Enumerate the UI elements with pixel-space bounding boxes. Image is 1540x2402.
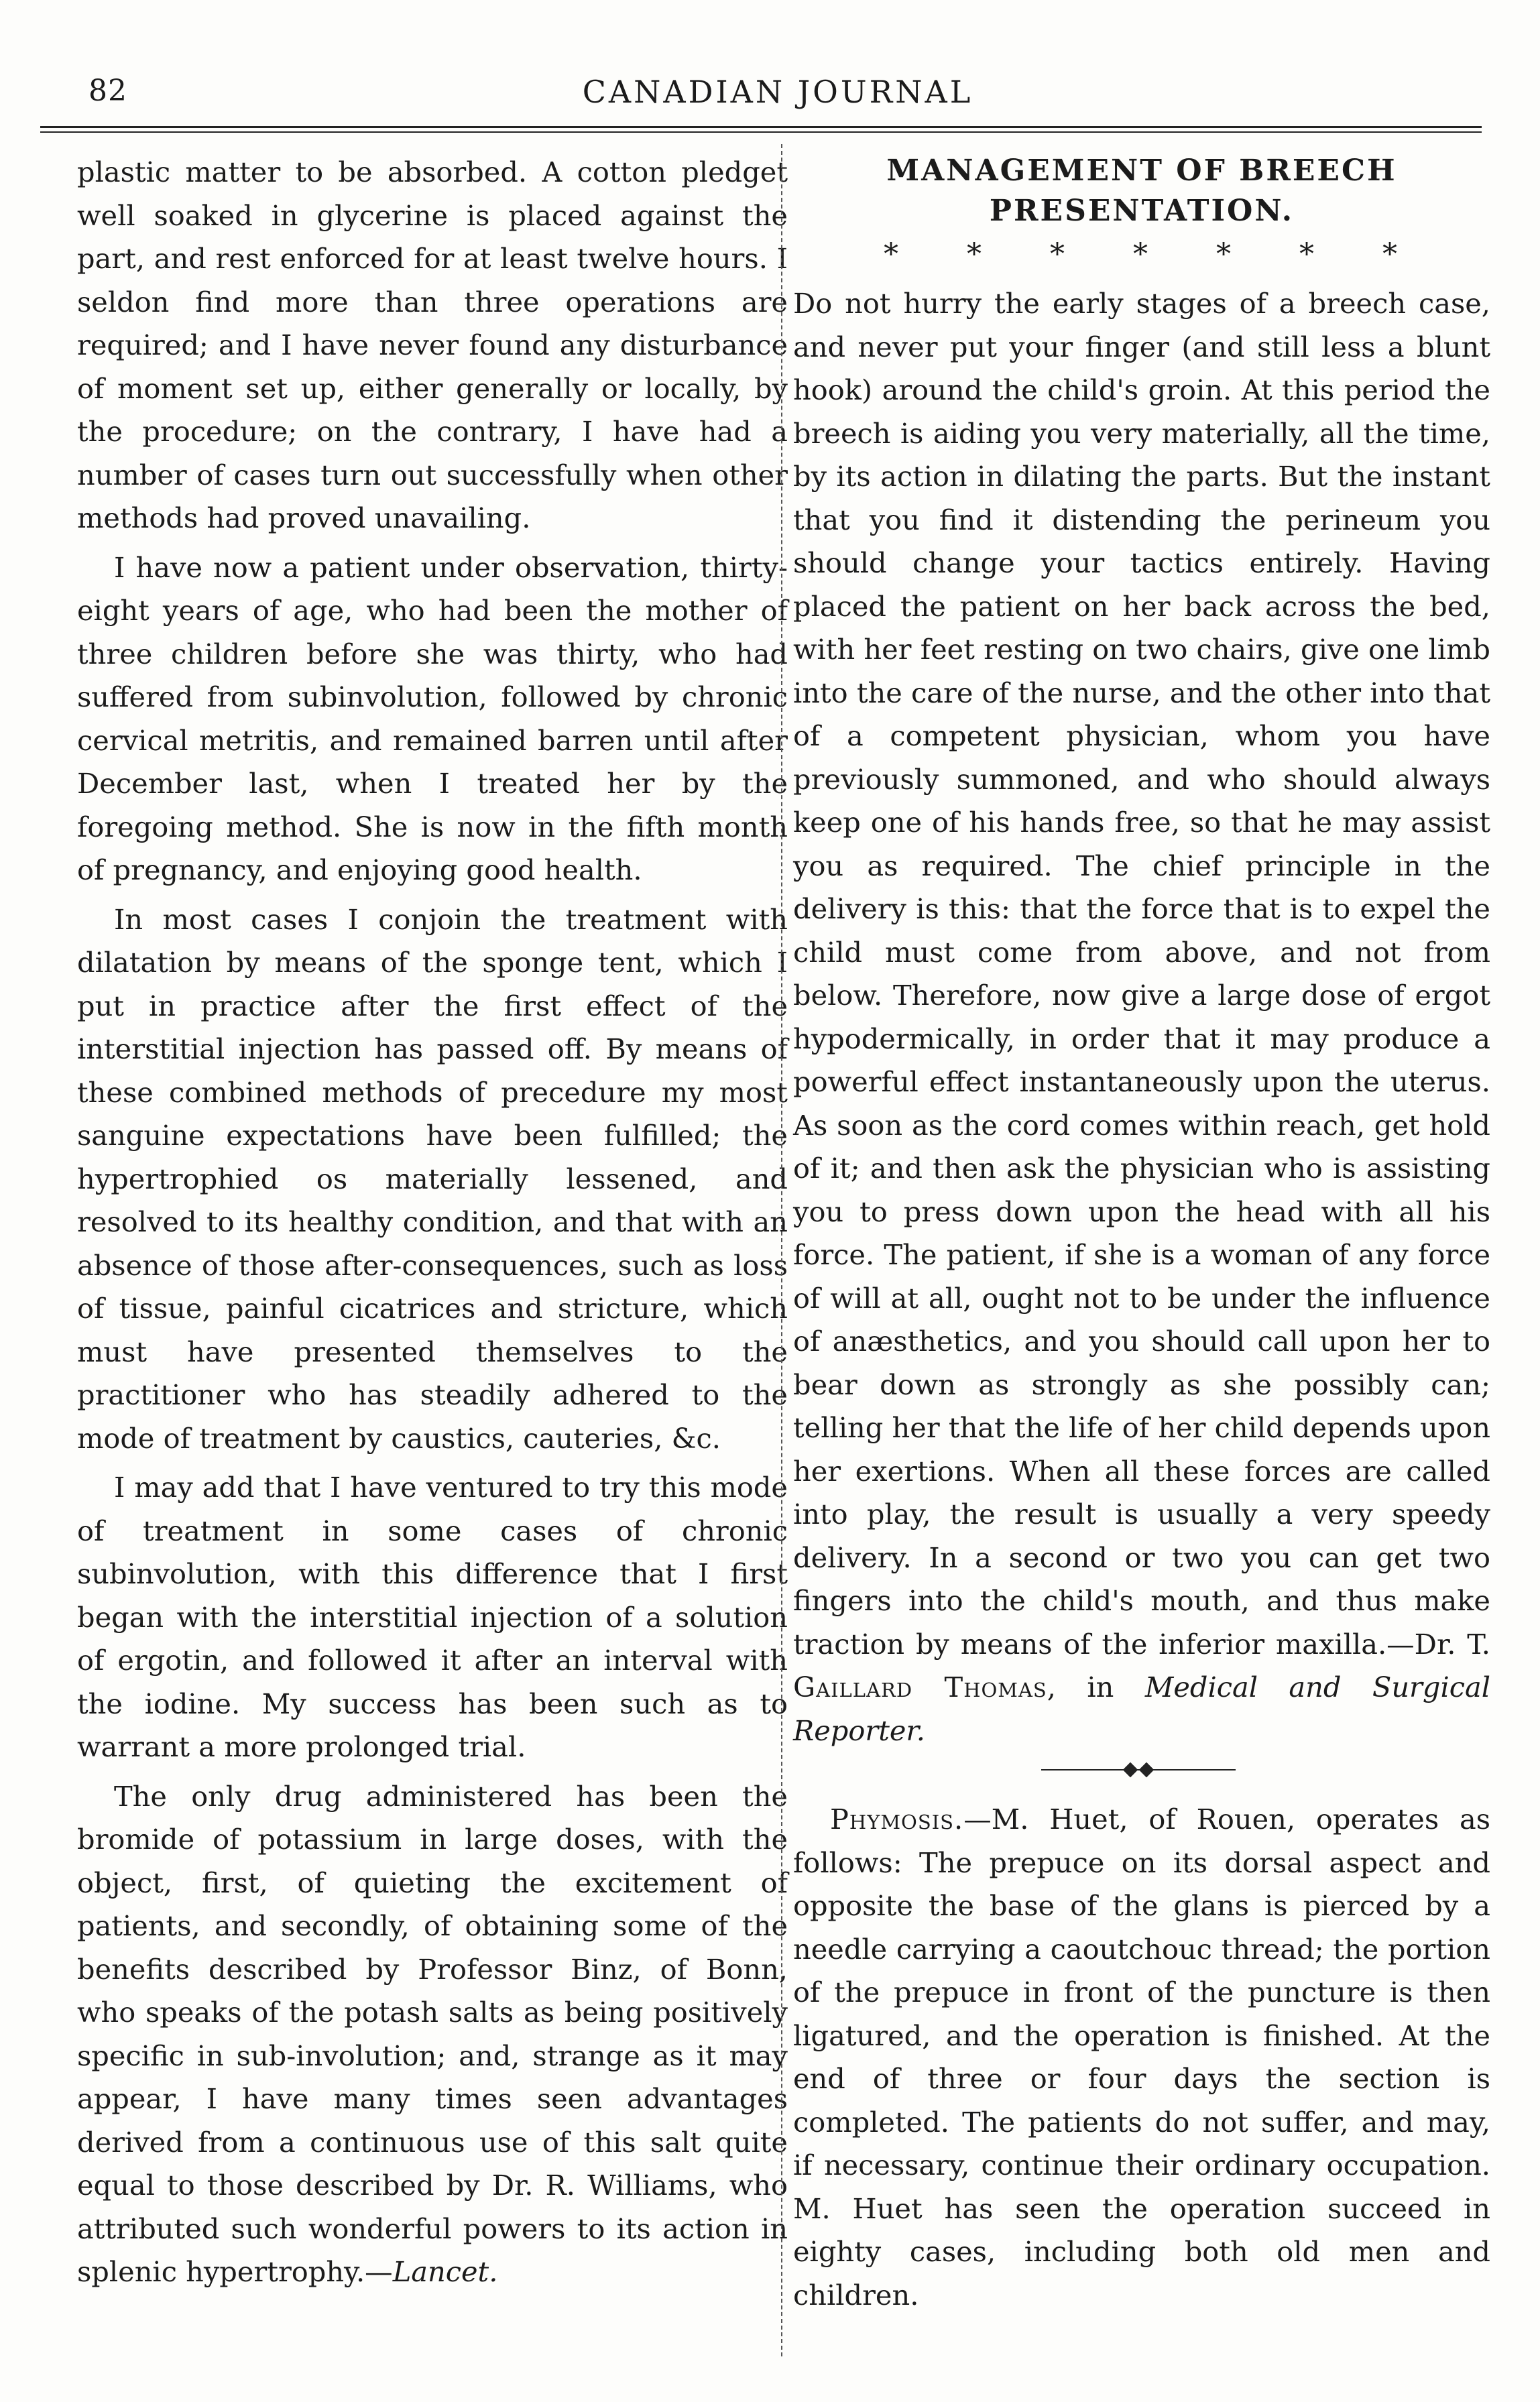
paragraph: In most cases I conjoin the treatment with dilatation by means of the sponge tent, which I put in practice after the first effect of the interstitial injection has passed off. By means of these combined methods of precedure my most sanguine expectations have been fulfilled; the hypertrophied os materially lessened, and resolved to its healthy condition, and that with an absence of those after-consequences, such as loss of tissue, painful cicatrices and stricture, which must have presented themselves to the practitioner who has steadily adhered to the mode of treatment by caustics, cauteries, &c.	[77, 902, 788, 1455]
paragraph: I have now a patient under observation, thirty-eight years of age, who had been the mother of three children before she was thirty, who had suffered from subinvolution, followed by chronic cervical metritis, and remained barren until after December last, when I treated her by the foregoing method. She is now in the fifth month of pregnancy, and enjoying good health.	[77, 550, 788, 886]
paragraph-text: The only drug administered has been the bromide of potassium in large doses, with the object, first, of quieting the excitement of patients, and secondly, of obtaining some of the benefits described by Professor Binz, of Bonn, who speaks of the potash salts as being positively specific in sub-involution; and, strange as it may appear, I have many times seen advantages derived from a continuous use of this salt quite equal to those described by Dr. R. Williams, who attributed such wonderful powers to its action in splenic hypertrophy.—	[77, 1779, 788, 2288]
header-rule-secondary	[40, 131, 1482, 133]
phymosis-paragraph	[793, 1798, 1490, 2317]
phymosis-label: Phymosis.	[830, 1803, 964, 1836]
author-in: , in	[1047, 1671, 1145, 1703]
paragraph: I may add that I have ventured to try this mode of treatment in some cases of chronic subinvolution, with this difference that I first began with the interstitial injection of a solution of ergotin, and followed it after an interval with the iodine. My success has been such as to warrant a more prolonged trial.	[77, 1471, 788, 1763]
paragraph-final	[77, 1775, 788, 2294]
author-name: Gaillard Thomas	[793, 1671, 1047, 1703]
ornament-divider	[793, 1763, 1490, 1777]
journal-title: CANADIAN JOURNAL	[582, 74, 973, 110]
section-heading: MANAGEMENT OF BREECH PRESENTATION.	[886, 154, 1397, 228]
paragraph-text: —M. Huet, of Rouen, operates as follows: The prepuce on its dorsal aspect and opposite the base of the glans is pierced by a needle carrying a caoutchouc thread; the portion of the prepuce in front of the puncture is then ligatured, and the operation is finished. At the end of three or four days the section is completed. The patients do not suffer, and may, if necessary, continue their ordinary occupation. M. Huet has seen the operation succeed in eighty cases, including both old men and children.	[793, 1803, 1490, 2311]
column-divider	[781, 144, 782, 2356]
source-citation: Medical and Surgical Reporter.	[793, 1671, 1490, 1747]
breech-paragraph	[793, 282, 1490, 1752]
page-header	[74, 67, 1482, 121]
paragraph-text: Do not hurry the early stages of a breech case, and never put your finger (and still less a blunt hook) around the child's groin. At this period the breech is aiding you very materially, all the time, by its action in dilating the parts. But the instant that you find it distending the perineum you should change your tactics entirely. Having placed the patient on her back across the bed, with her feet resting on two chairs, give one limb into the care of the nurse, and the other into that of a competent physician, whom you have previously summoned, and who should always keep one of his hands free, so that he may assist you as required. The chief principle in the delivery is this: that the force that is to expel the child must come from above, and not from below. Therefore, now give a large dose of ergot hypodermically, in order that it may produce a powerful effect instantaneously upon the uterus. As soon as the cord comes within reach, get hold of it; and then ask the physician who is assisting you to press down upon the head with all his force. The patient, if she is a woman of any force of will at all, ought not to be under the influence of anæsthetics, and you should call upon her to bear down as strongly as she possibly can; telling her that the life of her child depends upon her exertions. When all these forces are called into play, the result is usually a very speedy delivery. In a second or two you can get two fingers into the child's mouth, and thus make traction by means of the inferior maxilla.—Dr. T.	[793, 287, 1490, 1661]
source-citation: Lancet.	[392, 2255, 498, 2288]
page-number: 82	[88, 74, 127, 108]
paragraph: plastic matter to be absorbed. A cotton pledget well soaked in glycerine is placed against the part, and rest enforced for at least twelve hours. I seldon find more than three operations are required; and I have never found any disturbance of moment set up, either generally or locally, by the procedure; on the contrary, I have had a number of cases turn out successfully when other methods had proved unavailing.	[77, 156, 788, 534]
left-column	[77, 151, 788, 2294]
header-rule	[40, 126, 1482, 128]
asterisk-separator: * * * * * * *	[884, 237, 1427, 272]
right-column	[793, 151, 1490, 2317]
